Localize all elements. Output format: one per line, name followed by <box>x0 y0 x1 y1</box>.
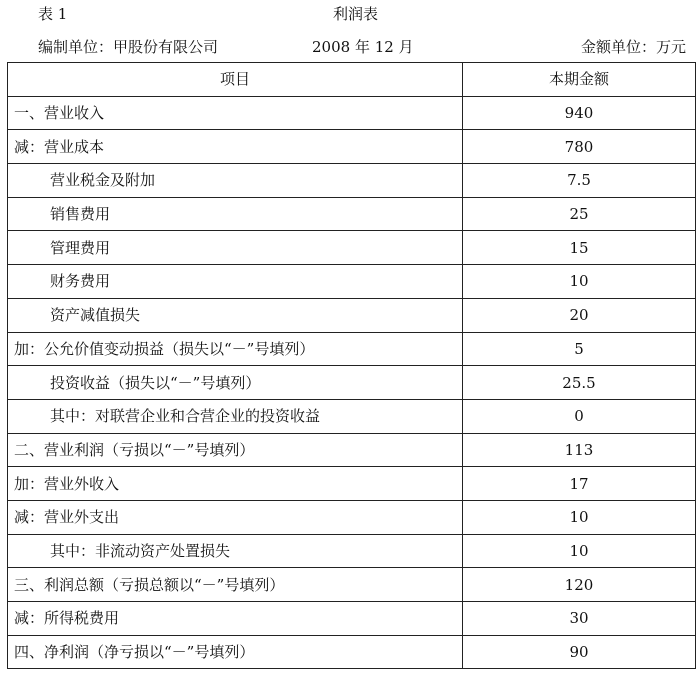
table-row <box>8 467 696 501</box>
table-row <box>8 197 696 231</box>
table-row <box>8 568 696 602</box>
row-item: 营业税金及附加 <box>8 164 463 198</box>
row-amount: 780 <box>463 130 696 164</box>
row-item: 四、净利润（净亏损以“－”号填列） <box>8 635 463 669</box>
row-amount: 90 <box>463 635 696 669</box>
row-item: 其中：对联营企业和合营企业的投资收益 <box>8 399 463 433</box>
row-amount: 940 <box>463 96 696 130</box>
row-item: 资产减值损失 <box>8 298 463 332</box>
income-statement-table <box>7 62 696 669</box>
row-amount: 10 <box>463 534 696 568</box>
row-item: 加：营业外收入 <box>8 467 463 501</box>
table-number: 表 1 <box>38 5 68 23</box>
row-item: 管理费用 <box>8 231 463 265</box>
company-label: 编制单位：甲股份有限公司 <box>38 38 219 56</box>
row-amount: 10 <box>463 500 696 534</box>
row-item: 销售费用 <box>8 197 463 231</box>
row-amount: 25 <box>463 197 696 231</box>
table-row <box>8 265 696 299</box>
table-row <box>8 366 696 400</box>
table-row <box>8 164 696 198</box>
table-header-row <box>8 63 696 97</box>
row-amount: 7.5 <box>463 164 696 198</box>
row-item: 财务费用 <box>8 265 463 299</box>
row-amount: 25.5 <box>463 366 696 400</box>
row-item: 减：营业成本 <box>8 130 463 164</box>
table-row <box>8 635 696 669</box>
page-title: 利润表 <box>333 5 379 23</box>
table-row <box>8 96 696 130</box>
row-item: 一、营业收入 <box>8 96 463 130</box>
row-amount: 10 <box>463 265 696 299</box>
row-item: 减：营业外支出 <box>8 500 463 534</box>
table-row <box>8 332 696 366</box>
row-amount: 0 <box>463 399 696 433</box>
table-row <box>8 602 696 636</box>
period-label: 2008 年 12 月 <box>312 38 414 56</box>
table-row <box>8 130 696 164</box>
table-row <box>8 534 696 568</box>
column-header-item: 项目 <box>8 63 463 97</box>
row-amount: 20 <box>463 298 696 332</box>
row-item: 投资收益（损失以“－”号填列） <box>8 366 463 400</box>
row-item: 二、营业利润（亏损以“－”号填列） <box>8 433 463 467</box>
row-amount: 30 <box>463 602 696 636</box>
table-row <box>8 433 696 467</box>
row-amount: 120 <box>463 568 696 602</box>
table-row <box>8 298 696 332</box>
row-amount: 113 <box>463 433 696 467</box>
row-item: 其中：非流动资产处置损失 <box>8 534 463 568</box>
row-item: 加：公允价值变动损益（损失以“－”号填列） <box>8 332 463 366</box>
column-header-amount: 本期金额 <box>463 63 696 97</box>
unit-label: 金额单位：万元 <box>580 38 686 56</box>
row-item: 三、利润总额（亏损总额以“－”号填列） <box>8 568 463 602</box>
table-row <box>8 500 696 534</box>
row-amount: 17 <box>463 467 696 501</box>
table-row <box>8 231 696 265</box>
row-amount: 15 <box>463 231 696 265</box>
table-row <box>8 399 696 433</box>
row-amount: 5 <box>463 332 696 366</box>
row-item: 减：所得税费用 <box>8 602 463 636</box>
